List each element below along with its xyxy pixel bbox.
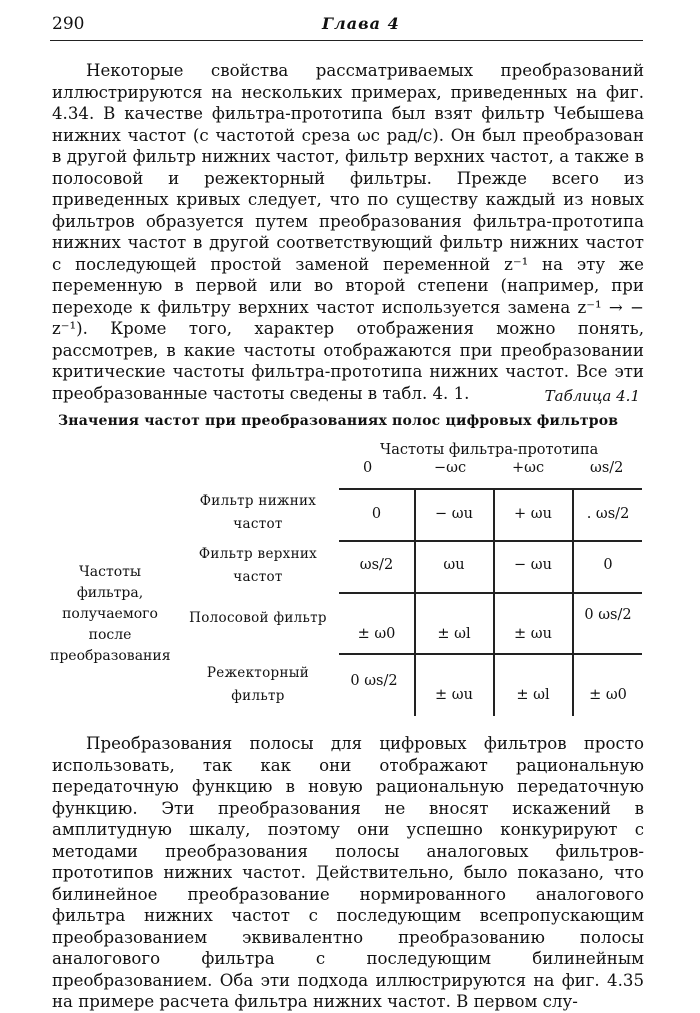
table-cell: ± ωu: [435, 687, 473, 703]
row-label-bandstop: Режекторный фильтр: [206, 665, 310, 704]
paragraph-transform-text: Преобразования полосы для цифровых фильтров просто использовать, так как они отображают рациональную передаточную функцию в новую рациональную передаточную функцию. Эти преобразования не вносят искажений в амплитудную шкалу, поэтому они успешно конкурируют с методами преобразования полосы аналоговых фильтров-прототипов нижних частот. Действительно, было показано, что билинейное преобразование нормированного аналогового фильтра нижних частот с последующим всепропускающим преобразованием эквивалентно преобразованию полосы аналогового фильтра с последующим билинейным преобразованием. Оба эти подхода иллюстрируются на фиг. 4.35 на примере расчета фильтра нижних частот. В первом слу-: [52, 734, 644, 1011]
table-cell: − ωu: [435, 506, 473, 522]
row-label-bandpass: Полосовой фильтр: [189, 610, 327, 626]
column-header: −ωc: [434, 460, 467, 476]
table-rule: [339, 653, 642, 655]
table-title: Значения частот при преобразованиях полос цифровых фильтров: [58, 413, 619, 429]
prototype-frequencies-header: Частоты фильтра-прототипа: [380, 442, 599, 458]
page-number: 290: [52, 14, 85, 34]
paragraph-transform: [52, 733, 644, 1013]
table-cell: ± ω0: [589, 687, 627, 703]
table-cell: . ωs/2: [586, 506, 630, 522]
row-group-label: Частоты фильтра, получаемого после преобразования: [50, 564, 171, 664]
table-rule: [339, 592, 642, 594]
table-cell: + ωu: [514, 506, 552, 522]
table-cell: ± ωl: [516, 687, 550, 703]
table-rule: [339, 540, 642, 542]
table-cell: ± ωl: [437, 626, 471, 642]
running-title: Глава 4: [322, 14, 400, 33]
header-rule: [50, 40, 643, 41]
table-cell: 0 ωs/2: [584, 607, 632, 623]
table-cell: 0: [603, 557, 613, 573]
table-cell: ωs/2: [359, 557, 394, 573]
table-cell: ± ω0: [357, 626, 396, 642]
table-cell: ωu: [443, 557, 465, 573]
row-label-highpass: Фильтр верхних частот: [198, 546, 318, 585]
column-header: 0: [363, 460, 373, 476]
column-header: +ωc: [512, 460, 545, 476]
table-cell: − ωu: [514, 557, 552, 573]
table-cell: ± ωu: [514, 626, 552, 642]
table-rule: [339, 488, 642, 490]
table-caption: Таблица 4.1: [544, 387, 640, 405]
row-label-lowpass: Фильтр нижних частот: [199, 493, 317, 532]
paragraph-intro-text: Некоторые свойства рассматриваемых преобразований иллюстрируются на нескольких примерах, приведенных на фиг. 4.34. В качестве фильтра-прототипа был взят фильтр Чебышева нижних частот (с частотой среза ωc рад/с). Он был преобразован в другой фильтр нижних частот, фильтр верхних частот, а также в полосовой и режекторный фильтры. Прежде всего из приведенных кривых следует, что по существу каждый из новых фильтров образуется путем преобразования фильтра-прототипа нижних частот в другой соответствующий фильтр нижних частот с последующей простой заменой переменной z⁻¹ на эту же переменную в первой или во второй степени (например, при переходе к фильтру верхних частот используется замена z⁻¹ → − z⁻¹). Кроме того, характер отображения можно понять, рассмотрев, в какие частоты отображаются при преобразовании критические частоты фильтра-прототипа нижних частот. Все эти преобразованные частоты сведены в табл. 4. 1.: [52, 61, 644, 403]
table-cell: 0 ωs/2: [350, 673, 398, 689]
paragraph-intro: [52, 60, 644, 404]
column-header: ωs/2: [590, 460, 624, 476]
table-cell: 0: [371, 506, 382, 522]
